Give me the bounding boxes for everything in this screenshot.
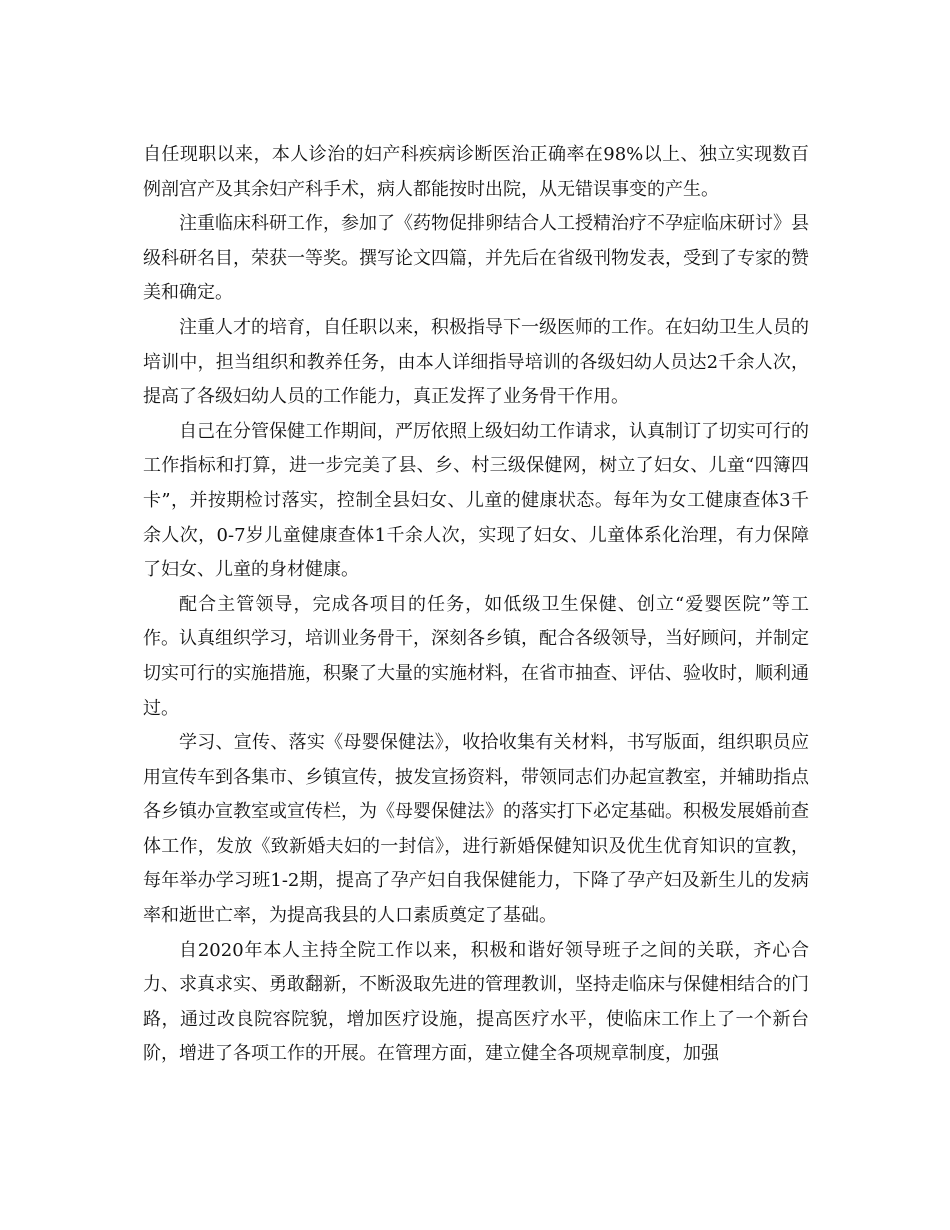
document-page (143, 138, 809, 1072)
paragraph-7: 自2020年本人主持全院工作以来，积极和谐好领导班子之间的关联，齐心合力、求真求实、勇敢翻新，不断汲取先进的管理教训，坚持走临床与保健相结合的门路，通过改良院容院貌，增加医疗设施，提高医疗水平，使临床工作上了一个新台阶，增进了各项工作的开展。在管理方面，建立健全各项规章制度，加强 (143, 939, 809, 1065)
paragraph-4: 自己在分管保健工作期间，严厉依照上级妇幼工作请求，认真制订了切实可行的工作指标和打算，进一步完美了县、乡、村三级保健网，树立了妇女、儿童“四簿四卡”，并按期检讨落实，控制全县妇女、儿童的健康状态。每年为女工健康查体3千余人次，0-7岁儿童健康查体1千余人次，实现了妇女、儿童体系化治理，有力保障了妇女、儿童的身材健康。 (143, 420, 809, 581)
paragraph-6: 学习、宣传、落实《母婴保健法》，收拾收集有关材料，书写版面，组织职员应用宣传车到各集市、乡镇宣传，披发宣扬资料，带领同志们办起宣教室，并辅助指点各乡镇办宣教室或宣传栏，为《母婴保健法》的落实打下必定基础。积极发展婚前查体工作，发放《致新婚夫妇的一封信》，进行新婚保健知识及优生优育知识的宣教，每年举办学习班1-2期，提高了孕产妇自我保健能力，下降了孕产妇及新生儿的发病率和逝世亡率，为提高我县的人口素质奠定了基础。 (143, 732, 809, 927)
paragraph-2: 注重临床科研工作，参加了《药物促排卵结合人工授精治疗不孕症临床研讨》县级科研名目，荣获一等奖。撰写论文四篇，并先后在省级刊物发表，受到了专家的赞美和确定。 (143, 213, 809, 304)
paragraph-1: 自任现职以来，本人诊治的妇产科疾病诊断医治正确率在98%以上、独立实现数百例剖宫产及其余妇产科手术，病人都能按时出院，从无错误事变的产生。 (143, 144, 809, 200)
paragraph-5: 配合主管领导，完成各项目的任务，如低级卫生保健、创立“爱婴医院”等工作。认真组织学习，培训业务骨干，深刻各乡镇，配合各级领导，当好顾问，并制定切实可行的实施措施，积聚了大量的实施材料，在省市抽查、评估、验收时，顺利通过。 (143, 593, 809, 719)
paragraph-3: 注重人才的培育，自任职以来，积极指导下一级医师的工作。在妇幼卫生人员的培训中，担当组织和教养任务，由本人详细指导培训的各级妇幼人员达2千余人次，提高了各级妇幼人员的工作能力，真正发挥了业务骨干作用。 (143, 316, 809, 408)
